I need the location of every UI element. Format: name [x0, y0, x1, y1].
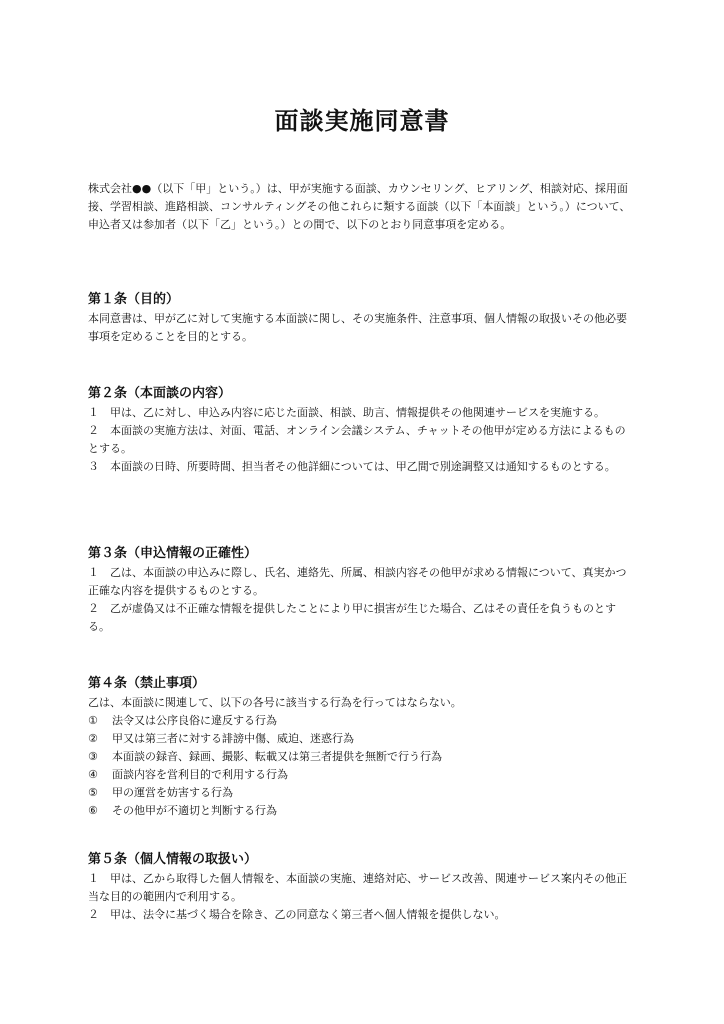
article-heading: 第４条（禁止事項）: [88, 676, 206, 691]
document-title: 面談実施同意書: [274, 107, 450, 135]
article-paragraph: １ 甲は、乙から取得した個人情報を、本面談の実施、連絡対応、サービス改善、関連サービス案内その他正当な目的の範囲内で利用する。: [88, 872, 627, 903]
list-item-text: その他甲が不適切と判断する行為: [112, 804, 277, 817]
list-item: [88, 802, 636, 820]
list-item-text: 甲の運営を妨害する行為: [112, 786, 233, 799]
article-paragraph: ２ 乙が虚偽又は不正確な情報を提供したことにより甲に損害が生じた場合、乙はその責任を負うものとする。: [88, 602, 616, 633]
article-paragraph: ２ 甲は、法令に基づく場合を除き、乙の同意なく第三者へ個人情報を提供しない。: [88, 908, 506, 921]
list-item: [88, 748, 636, 766]
list-item-text: 面談内容を営利目的で利用する行為: [112, 768, 288, 781]
article-heading: 第５条（個人情報の取扱い）: [88, 852, 258, 867]
list-item-marker: ⑤: [88, 786, 98, 799]
article-5: [88, 850, 636, 924]
list-item-marker: ③: [88, 750, 98, 763]
article-heading: 第２条（本面談の内容）: [88, 386, 232, 401]
intro-paragraph: 株式会社●●（以下「甲」という。）は、甲が実施する面談、カウンセリング、ヒアリング、相談対応、採用面接、学習相談、進路相談、コンサルティングその他これらに類する面談（以下「本面談」という。）について、申込者又は参加者（以下「乙」という。）との間で、以下のとおり同意事項を定める。: [88, 182, 631, 231]
list-item-marker: ②: [88, 732, 98, 745]
list-item-marker: ④: [88, 768, 98, 781]
article-paragraph: ２ 本面談の実施方法は、対面、電話、オンライン会議システム、チャットその他甲が定める方法によるものとする。: [88, 424, 626, 455]
list-item-marker: ⑥: [88, 804, 98, 817]
article-4: [88, 674, 636, 820]
article-2: [88, 384, 636, 476]
article-heading: 第３条（申込情報の正確性）: [88, 546, 258, 561]
article-paragraph: 乙は、本面談に関連して、以下の各号に該当する行為を行ってはならない。: [88, 696, 462, 709]
article-paragraph: １ 乙は、本面談の申込みに際し、氏名、連絡先、所属、相談内容その他甲が求める情報について、真実かつ正確な内容を提供するものとする。: [88, 566, 627, 597]
article-heading: 第１条（目的）: [88, 292, 180, 307]
article-3: [88, 544, 636, 636]
list-item: [88, 712, 636, 730]
article-paragraph: ３ 本面談の日時、所要時間、担当者その他詳細については、甲乙間で別途調整又は通知するものとする。: [88, 460, 616, 473]
list-item-text: 法令又は公序良俗に違反する行為: [112, 714, 277, 727]
article-paragraph: 本同意書は、甲が乙に対して実施する本面談に関し、その実施条件、注意事項、個人情報の取扱いその他必要事項を定めることを目的とする。: [88, 312, 627, 343]
list-item: [88, 784, 636, 802]
list-item-text: 本面談の録音、録画、撮影、転載又は第三者提供を無断で行う行為: [112, 750, 442, 763]
list-item: [88, 730, 636, 748]
list-item: [88, 766, 636, 784]
article-1: [88, 290, 636, 346]
article-paragraph: １ 甲は、乙に対し、申込み内容に応じた面談、相談、助言、情報提供その他関連サービスを実施する。: [88, 406, 605, 419]
list-item-marker: ①: [88, 714, 98, 727]
list-item-text: 甲又は第三者に対する誹謗中傷、威迫、迷惑行為: [112, 732, 354, 745]
